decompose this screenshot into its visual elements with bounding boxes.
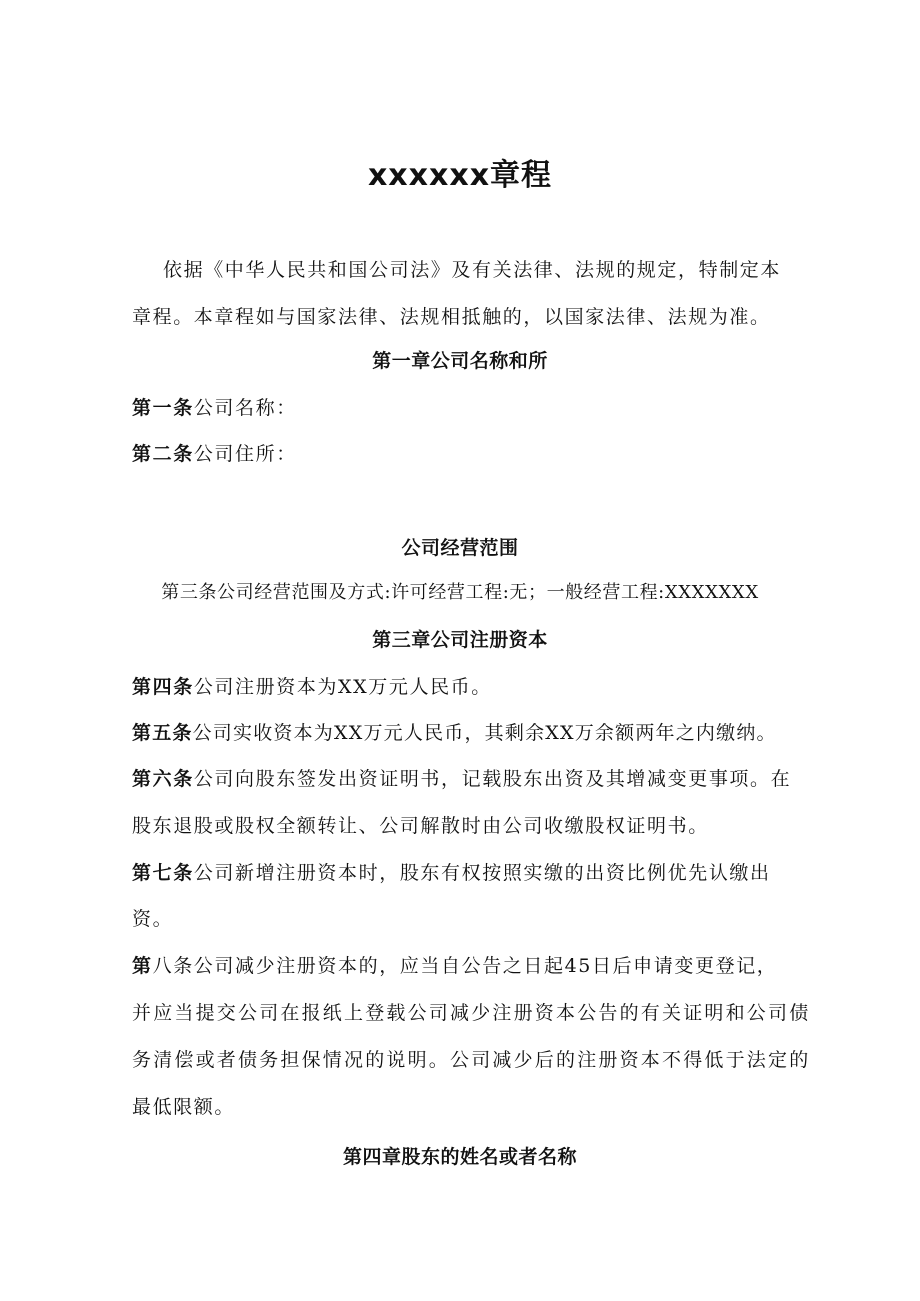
article-1-text: 公司名称： xyxy=(193,397,297,419)
article-8-line-3: 务清偿或者债务担保情况的说明。公司减少后的注册资本不得低于法定的 xyxy=(132,1049,811,1071)
article-3: 第三条公司经营范围及方式:许可经营工程:无；一般经营工程:XXXXXXX xyxy=(161,582,759,603)
chapter-2-heading: 公司经营范围 xyxy=(401,537,519,559)
chapter-4-heading: 第四章股东的姓名或者名称 xyxy=(342,1146,577,1168)
article-8-line-1 xyxy=(132,953,822,979)
article-8-line-4: 最低限额。 xyxy=(132,1096,236,1118)
article-8-label: 第 xyxy=(132,955,153,977)
article-5-label: 第五条 xyxy=(132,722,193,744)
preamble-line-2: 章程。本章程如与国家法律、法规相抵触的，以国家法律、法规为准。 xyxy=(132,306,771,328)
article-1-label: 第一条 xyxy=(132,397,194,419)
article-7-line-1 xyxy=(132,860,822,886)
article-7-line-2: 资。 xyxy=(132,908,174,930)
article-4-label: 第四条 xyxy=(132,676,194,698)
preamble-line-1: 依据《中华人民共和国公司法》及有关法律、法规的规定，特制定本 xyxy=(163,259,782,281)
article-8-line-2: 并应当提交公司在报纸上登载公司减少注册资本公告的有关证明和公司债 xyxy=(132,1002,811,1024)
article-8-text-1: 八条公司减少注册资本的，应当自公告之日起45日后申请变更登记， xyxy=(152,955,778,977)
article-6-line-1 xyxy=(132,766,822,792)
article-6-line-2: 股东退股或股权全额转让、公司解散时由公司收缴股权证明书。 xyxy=(132,815,709,837)
document-title: xxxxxx章程 xyxy=(367,158,553,193)
article-5 xyxy=(132,720,822,746)
article-2 xyxy=(132,441,822,467)
article-2-label: 第二条 xyxy=(132,443,194,465)
article-7-text-1: 公司新增注册资本时，股东有权按照实缴的出资比例优先认缴出 xyxy=(193,862,771,884)
article-4 xyxy=(132,674,822,700)
article-7-label: 第七条 xyxy=(132,862,194,884)
article-2-text: 公司住所： xyxy=(193,443,297,465)
article-6-text-1: 公司向股东签发出资证明书，记载股东出资及其增减变更事项。在 xyxy=(193,768,792,790)
article-6-label: 第六条 xyxy=(132,768,194,790)
article-4-text: 公司注册资本为XX万元人民币。 xyxy=(193,676,492,698)
chapter-1-heading: 第一章公司名称和所 xyxy=(372,350,548,372)
article-5-text: 公司实收资本为XX万元人民币，其剩余XX万余额两年之内缴纳。 xyxy=(192,722,777,744)
article-1 xyxy=(132,395,822,421)
chapter-3-heading: 第三章公司注册资本 xyxy=(372,629,548,651)
